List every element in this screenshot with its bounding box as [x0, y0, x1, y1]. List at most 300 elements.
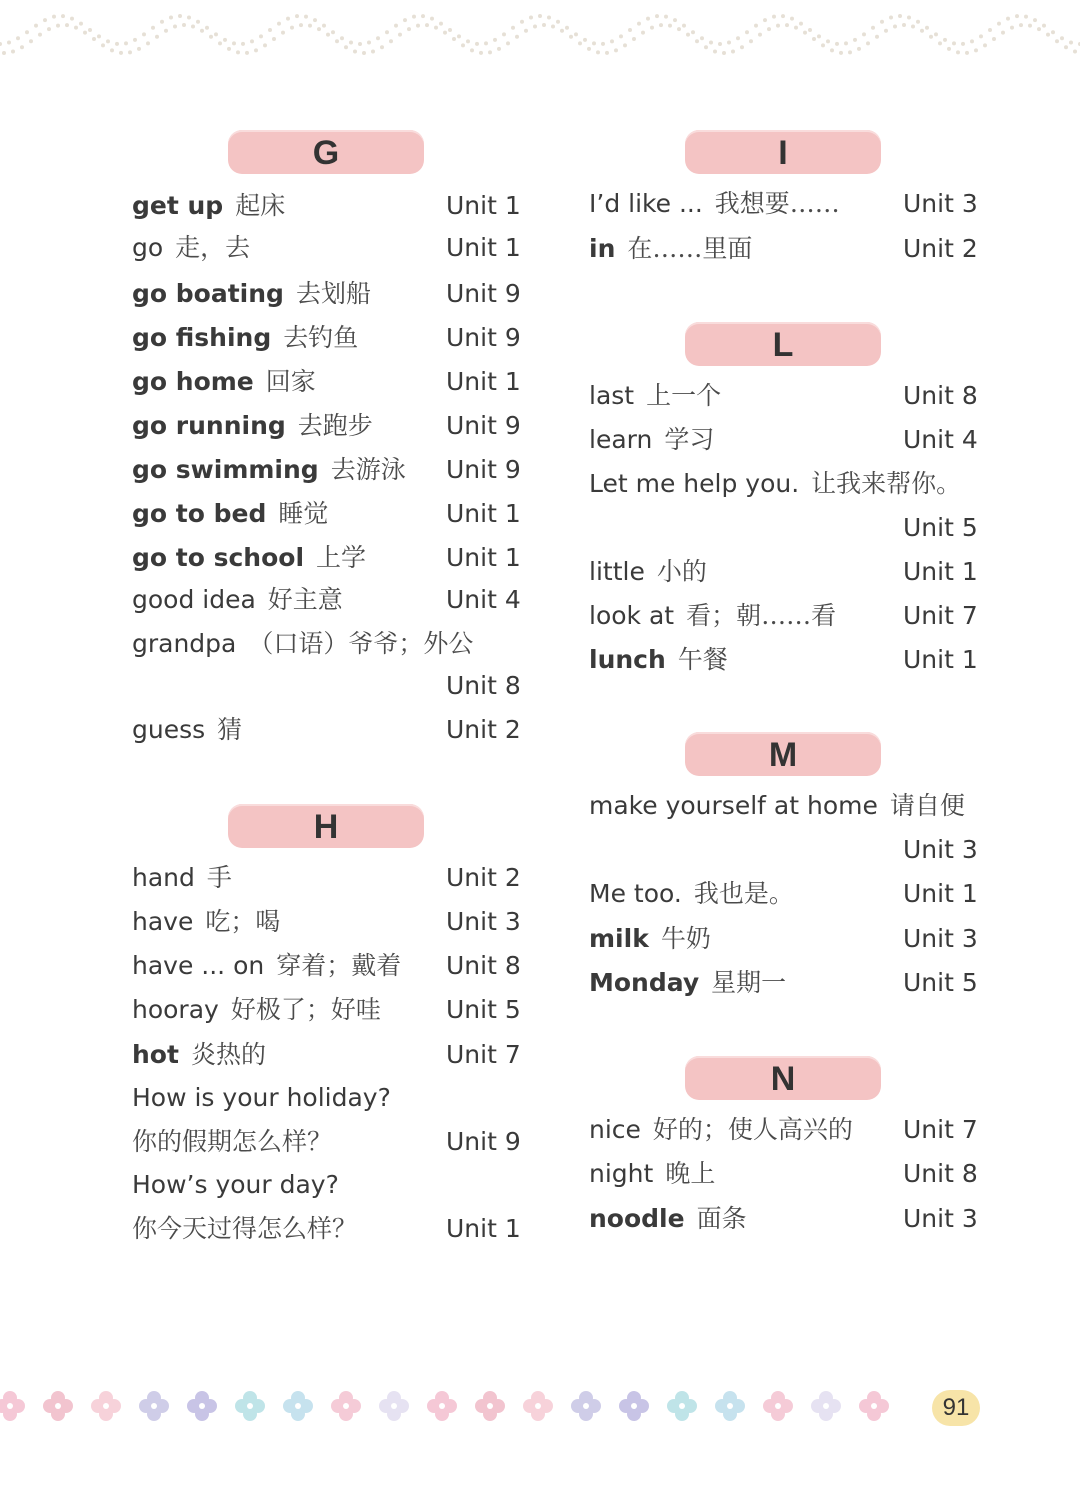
decor-dot	[353, 49, 357, 53]
decor-dot	[452, 37, 456, 41]
decor-dot	[7, 40, 11, 44]
entry-chinese: 去跑步	[297, 411, 373, 440]
decor-dot	[524, 29, 528, 33]
decor-dot	[16, 36, 20, 40]
decor-dot	[925, 26, 929, 30]
decor-dot	[781, 14, 785, 18]
entry-unit: Unit 1	[446, 543, 521, 572]
decor-dot	[137, 47, 141, 51]
decor-dot	[970, 39, 974, 43]
entry-chinese: 好主意	[267, 585, 343, 614]
decor-dot	[88, 28, 92, 32]
entry-chinese: 星期一	[711, 968, 787, 997]
glossary-entry	[589, 1156, 979, 1192]
decor-dot	[133, 38, 137, 42]
entry-unit: Unit 7	[446, 1040, 521, 1069]
entry-chinese: 上学	[316, 543, 367, 572]
flower-icon	[283, 1391, 313, 1421]
entry-chinese: 去划船	[295, 279, 371, 308]
decor-dot	[38, 33, 42, 37]
decor-dot	[749, 39, 753, 43]
decor-dot	[862, 32, 866, 36]
decor-dot	[560, 29, 564, 33]
entry-english: last	[589, 381, 635, 410]
entry-english: Let me help you.	[589, 469, 800, 498]
entry-english: go fishing	[132, 323, 272, 352]
decor-dot	[812, 37, 816, 41]
decor-dot	[655, 14, 659, 18]
decor-dot	[1046, 33, 1050, 37]
decor-dot	[367, 40, 371, 44]
entry-chinese: 你的假期怎么样？	[132, 1127, 333, 1156]
glossary-entry	[132, 364, 522, 400]
decor-dot	[835, 42, 839, 46]
decor-dot	[106, 39, 110, 43]
decor-dot	[826, 39, 830, 43]
decor-dot	[164, 29, 168, 33]
entry-unit: Unit 1	[446, 367, 521, 396]
decor-dot	[434, 26, 438, 30]
entry-chinese: 在……里面	[627, 234, 753, 263]
decor-dot	[664, 15, 668, 19]
section-letter: N	[770, 1060, 796, 1098]
decor-dot	[902, 23, 906, 27]
decor-dot	[515, 35, 519, 39]
decor-dot	[250, 39, 254, 43]
decor-dot	[245, 51, 249, 55]
entry-chinese: 面条	[696, 1204, 747, 1233]
decor-dot	[56, 24, 60, 28]
decor-dot	[821, 43, 825, 47]
decor-dot	[601, 42, 605, 46]
entry-unit: Unit 5	[446, 995, 521, 1024]
decor-dot	[277, 22, 281, 26]
decor-dot	[65, 23, 69, 27]
decor-dot	[317, 27, 321, 31]
entry-unit: Unit 7	[903, 1115, 978, 1144]
decor-dot	[1042, 24, 1046, 28]
flower-icon	[331, 1391, 361, 1421]
decor-dot	[218, 41, 222, 45]
decor-dot	[299, 23, 303, 27]
decor-dot	[628, 28, 632, 32]
decor-dot	[547, 16, 551, 20]
glossary-entry	[132, 904, 522, 940]
entry-english: little	[589, 557, 645, 586]
decor-dot	[1051, 30, 1055, 34]
glossary-entry	[589, 788, 979, 824]
glossary-entry	[132, 320, 522, 356]
decor-dot	[11, 49, 15, 53]
flower-icon	[475, 1391, 505, 1421]
decor-dot	[736, 36, 740, 40]
entry-chinese: 炎热的	[190, 1040, 266, 1069]
decor-dot	[646, 17, 650, 21]
decor-dot	[313, 18, 317, 22]
decor-dot	[1015, 14, 1019, 18]
flower-icon	[523, 1391, 553, 1421]
glossary-entry	[132, 860, 522, 896]
decor-dot	[61, 14, 65, 18]
decor-dot	[610, 39, 614, 43]
entry-unit: Unit 3	[903, 835, 978, 864]
decor-dot	[1064, 45, 1068, 49]
decor-dot	[461, 43, 465, 47]
decor-dot	[29, 39, 33, 43]
decor-dot	[592, 41, 596, 45]
decor-dot	[853, 38, 857, 42]
glossary-entry	[589, 1201, 979, 1237]
decor-dot	[731, 49, 735, 53]
glossary-entry	[589, 231, 979, 267]
decor-dot	[470, 48, 474, 52]
decor-dot	[1019, 23, 1023, 27]
decor-dot	[727, 40, 731, 44]
entry-unit: Unit 9	[446, 1127, 521, 1156]
decor-dot	[223, 38, 227, 42]
decor-dot	[794, 26, 798, 30]
glossary-entry	[132, 1037, 522, 1073]
flower-icon	[379, 1391, 409, 1421]
entry-chinese: 去钓鱼	[283, 323, 359, 352]
entry-chinese: 上一个	[646, 381, 722, 410]
glossary-entry	[589, 186, 979, 222]
decor-dot	[83, 31, 87, 35]
entry-chinese: 吃；喝	[205, 907, 281, 936]
decor-dot	[371, 49, 375, 53]
section-header-h	[228, 804, 424, 848]
decor-dot	[488, 50, 492, 54]
glossary-entry	[589, 466, 979, 502]
flower-icon	[667, 1391, 697, 1421]
entry-english: guess	[132, 715, 206, 744]
decor-dot	[362, 51, 366, 55]
entry-english: go to school	[132, 543, 305, 572]
decor-dot	[155, 35, 159, 39]
decor-dot	[1028, 24, 1032, 28]
glossary-entry	[132, 452, 522, 488]
entry-english: Monday	[589, 968, 700, 997]
flower-icon	[859, 1391, 889, 1421]
flower-icon	[763, 1391, 793, 1421]
entry-english: lunch	[589, 645, 666, 674]
entry-unit: Unit 1	[446, 499, 521, 528]
entry-english: night	[589, 1159, 654, 1188]
entry-chinese: 睡觉	[278, 499, 329, 528]
decor-dot	[578, 41, 582, 45]
decor-dot	[0, 42, 2, 46]
entry-english: I’d like ...	[589, 189, 703, 218]
decor-dot	[1037, 27, 1041, 31]
glossary-entry	[132, 992, 522, 1028]
decor-dot	[205, 26, 209, 30]
glossary-entry	[589, 642, 979, 678]
decor-dot	[677, 27, 681, 31]
entry-english: go boating	[132, 279, 284, 308]
decor-dot	[605, 51, 609, 55]
entry-english: hand	[132, 863, 195, 892]
entry-english: go to bed	[132, 499, 267, 528]
decor-dot	[754, 24, 758, 28]
glossary-entry	[132, 540, 522, 576]
flower-icon	[619, 1391, 649, 1421]
entry-unit: Unit 2	[903, 234, 978, 263]
entry-chinese: 学习	[664, 425, 715, 454]
decor-dot	[650, 26, 654, 30]
flower-icon	[139, 1391, 169, 1421]
decor-dot	[430, 17, 434, 21]
decor-dot	[1033, 18, 1037, 22]
decor-dot	[407, 27, 411, 31]
decor-dot	[659, 23, 663, 27]
decor-dot	[196, 20, 200, 24]
decor-dot	[1024, 15, 1028, 19]
decor-dot	[790, 17, 794, 21]
decor-dot	[268, 28, 272, 32]
decor-dot	[47, 27, 51, 31]
entry-unit: Unit 3	[446, 907, 521, 936]
decor-dot	[889, 16, 893, 20]
decor-dot	[880, 20, 884, 24]
entry-english: learn	[589, 425, 653, 454]
section-header-l	[685, 322, 881, 366]
decor-dot	[722, 51, 726, 55]
entry-english: make yourself at home	[589, 791, 878, 820]
decor-dot	[146, 41, 150, 45]
entry-english: have ... on	[132, 951, 265, 980]
decor-dot	[97, 34, 101, 38]
glossary-entry	[132, 496, 522, 532]
decor-dot	[389, 39, 393, 43]
decor-dot	[1010, 26, 1014, 30]
glossary-entry	[132, 948, 522, 984]
entry-chinese: 起床	[235, 191, 286, 220]
entry-chinese: （口语）爷爷；外公	[248, 629, 474, 658]
glossary-entry	[132, 668, 522, 704]
decor-dot	[119, 51, 123, 55]
decor-dot	[574, 32, 578, 36]
section-letter: G	[312, 134, 340, 172]
decor-dot	[938, 41, 942, 45]
decor-dot	[511, 26, 515, 30]
decor-dot	[740, 45, 744, 49]
decor-dot	[254, 48, 258, 52]
decor-dot	[1055, 39, 1059, 43]
glossary-entry	[132, 1211, 522, 1247]
decor-dot	[187, 16, 191, 20]
flower-icon	[571, 1391, 601, 1421]
entry-unit: Unit 5	[903, 968, 978, 997]
decor-dot	[961, 42, 965, 46]
decor-dot	[259, 34, 263, 38]
decor-dot	[556, 20, 560, 24]
decor-dot	[947, 47, 951, 51]
decor-dot	[479, 51, 483, 55]
section-header-i	[685, 130, 881, 174]
decor-dot	[380, 45, 384, 49]
entry-chinese: 请自便	[889, 791, 965, 820]
flower-icon	[0, 1391, 25, 1421]
decor-dot	[943, 38, 947, 42]
decor-dot	[344, 45, 348, 49]
decor-dot	[448, 28, 452, 32]
section-letter: H	[313, 808, 339, 846]
decor-dot	[808, 28, 812, 32]
decor-dot	[272, 37, 276, 41]
decor-dot	[74, 26, 78, 30]
decor-dot	[875, 35, 879, 39]
decor-dot	[151, 26, 155, 30]
entry-english: go running	[132, 411, 286, 440]
decor-dot	[475, 42, 479, 46]
decor-dot	[983, 43, 987, 47]
decor-dot	[178, 14, 182, 18]
decor-dot	[920, 29, 924, 33]
decor-dot	[308, 24, 312, 28]
entry-english: get up	[132, 191, 224, 220]
entry-unit: Unit 8	[446, 951, 521, 980]
entry-chinese: 晚上	[665, 1159, 716, 1188]
decor-dot	[304, 15, 308, 19]
glossary-entry	[589, 921, 979, 957]
decor-dot	[988, 28, 992, 32]
decor-dot	[92, 37, 96, 41]
decor-dot	[979, 34, 983, 38]
glossary-entry	[132, 1167, 522, 1203]
decor-dot	[295, 14, 299, 18]
decor-dot	[376, 36, 380, 40]
entry-unit: Unit 8	[903, 381, 978, 410]
decor-dot	[497, 47, 501, 51]
decor-dot	[43, 18, 47, 22]
decor-dot	[538, 14, 542, 18]
decor-dot	[1006, 17, 1010, 21]
decor-dot	[394, 24, 398, 28]
decor-dot	[637, 22, 641, 26]
entry-english: look at	[589, 601, 675, 630]
decor-dot	[916, 20, 920, 24]
decor-dot	[70, 17, 74, 21]
flower-icon	[427, 1391, 457, 1421]
glossary-entry	[589, 1112, 979, 1148]
decor-dot	[416, 24, 420, 28]
entry-unit: Unit 1	[903, 557, 978, 586]
decor-dot	[286, 17, 290, 21]
entry-unit: Unit 1	[446, 233, 521, 262]
entry-chinese: 回家	[265, 367, 316, 396]
decor-dot	[1060, 36, 1064, 40]
decor-dot	[1073, 49, 1077, 53]
entry-chinese: 好的；使人高兴的	[652, 1115, 853, 1144]
decor-dot	[997, 22, 1001, 26]
entry-unit: Unit 1	[446, 1214, 521, 1243]
decor-dot	[358, 42, 362, 46]
decor-dot	[142, 32, 146, 36]
decor-dot	[20, 45, 24, 49]
entry-chinese: 去游泳	[330, 455, 406, 484]
entry-english: hot	[132, 1040, 179, 1069]
decor-dot	[682, 24, 686, 28]
flower-icon	[91, 1391, 121, 1421]
entry-chinese: 我想要……	[714, 189, 840, 218]
glossary-entry	[589, 422, 979, 458]
entry-unit: Unit 3	[903, 189, 978, 218]
decor-dot	[848, 50, 852, 54]
decor-dot	[884, 29, 888, 33]
entry-english: have	[132, 907, 194, 936]
entry-english: grandpa	[132, 629, 237, 658]
decor-dot	[839, 51, 843, 55]
decor-dot	[349, 40, 353, 44]
flower-icon	[43, 1391, 73, 1421]
entry-english: milk	[589, 924, 649, 953]
entry-unit: Unit 5	[903, 513, 978, 542]
entry-unit: Unit 7	[903, 601, 978, 630]
decor-dot	[2, 51, 6, 55]
decor-dot	[700, 36, 704, 40]
entry-english: nice	[589, 1115, 641, 1144]
decor-dot	[799, 22, 803, 26]
decor-dot	[551, 25, 555, 29]
decor-dot	[169, 16, 173, 20]
decor-dot	[844, 41, 848, 45]
bottom-flower-border	[0, 1380, 1080, 1440]
flower-icon	[811, 1391, 841, 1421]
decor-dot	[830, 48, 834, 52]
glossary-entry	[132, 582, 522, 618]
decor-dot	[691, 30, 695, 34]
decor-dot	[704, 45, 708, 49]
glossary-entry	[132, 276, 522, 312]
decor-dot	[565, 26, 569, 30]
decor-dot	[893, 25, 897, 29]
decor-dot	[335, 39, 339, 43]
decor-dot	[619, 34, 623, 38]
decor-dot	[281, 31, 285, 35]
entry-unit: Unit 1	[446, 191, 521, 220]
decor-dot	[569, 35, 573, 39]
top-dotted-border	[0, 0, 1080, 80]
section-letter: L	[772, 326, 794, 364]
decor-dot	[583, 38, 587, 42]
glossary-entry	[589, 965, 979, 1001]
entry-english: go home	[132, 367, 254, 396]
decor-dot	[641, 31, 645, 35]
decor-dot	[214, 32, 218, 36]
decor-dot	[457, 34, 461, 38]
decor-dot	[200, 29, 204, 33]
decor-dot	[115, 42, 119, 46]
decor-dot	[1001, 31, 1005, 35]
glossary-entry	[589, 510, 979, 546]
decor-dot	[934, 32, 938, 36]
decor-dot	[232, 41, 236, 45]
entry-english: How’s your day?	[132, 1170, 339, 1199]
entry-chinese: 猜	[217, 715, 243, 744]
entry-unit: Unit 1	[903, 879, 978, 908]
entry-english: hooray	[132, 995, 219, 1024]
decor-dot	[227, 47, 231, 51]
decor-dot	[776, 24, 780, 28]
flower-icon	[187, 1391, 217, 1421]
decor-dot	[907, 16, 911, 20]
entry-english: good idea	[132, 585, 256, 614]
decor-dot	[326, 33, 330, 37]
decor-dot	[25, 30, 29, 34]
decor-dot	[965, 51, 969, 55]
entry-chinese: 穿着；戴着	[276, 951, 402, 980]
entry-chinese: 你今天过得怎么样？	[132, 1214, 358, 1243]
